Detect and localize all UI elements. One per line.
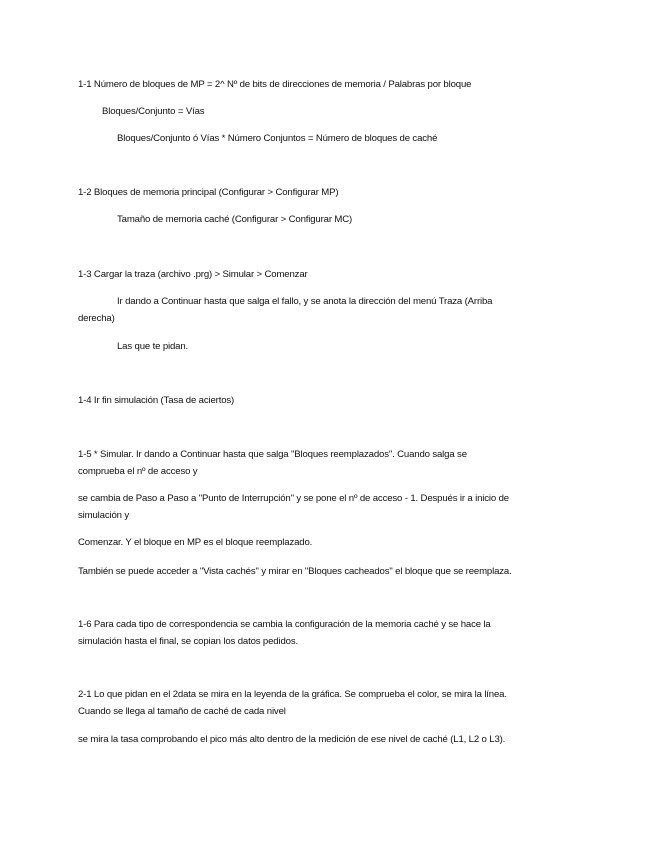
paragraph-las-que-pidan: Las que te pidan. [117,341,189,352]
paragraph-1-1: 1-1 Número de bloques de MP = 2^ Nº de bits de direcciones de memoria / Palabras por bloque [78,79,472,90]
paragraph-continuar-fallo: Ir dando a Continuar hasta que salga el fallo, y se anota la dirección del menú Traza (Arriba [117,296,493,307]
paragraph-tamano-cache: Tamaño de memoria caché (Configurar > Configurar MC) [117,214,353,225]
paragraph-1-2: 1-2 Bloques de memoria principal (Configurar > Configurar MP) [78,187,339,198]
paragraph-1-6-cont: simulación hasta el final, se copian los datos pedidos. [78,636,299,647]
paragraph-bloques-conjunto: Bloques/Conjunto = Vías [102,106,205,117]
paragraph-2-1: 2-1 Lo que pidan en el 2data se mira en la leyenda de la gráfica. Se comprueba el color, se mira la línea. [78,689,507,700]
paragraph-1-6: 1-6 Para cada tipo de correspondencia se cambia la configuración de la memoria caché y se hace la [78,619,491,630]
paragraph-vias-conjuntos: Bloques/Conjunto ó Vías * Número Conjuntos = Número de bloques de caché [117,133,438,144]
paragraph-1-5: 1-5 * Simular. Ir dando a Continuar hasta que salga "Bloques reemplazados". Cuando salga se [78,449,467,460]
paragraph-continuar-fallo-cont: derecha) [78,313,115,324]
paragraph-1-4: 1-4 Ir fin simulación (Tasa de aciertos) [78,395,235,406]
paragraph-1-5-cont: comprueba el nº de acceso y [78,466,198,477]
paragraph-2-1-cont: Cuando se llega al tamaño de caché de cada nivel [78,706,286,717]
paragraph-punto-interrupcion-cont: simulación y [78,510,129,521]
paragraph-tasa-pico: se mira la tasa comprobando el pico más alto dentro de la medición de ese nivel de caché (L1, L2 o L3). [78,734,506,745]
paragraph-vista-caches: También se puede acceder a "Vista cachés" y mirar en "Bloques cacheados" el bloque que se reemplaza. [78,566,512,577]
paragraph-punto-interrupcion: se cambia de Paso a Paso a "Punto de Interrupción" y se pone el nº de acceso - 1. Después ir a inicio de [78,493,509,504]
paragraph-comenzar: Comenzar. Y el bloque en MP es el bloque reemplazado. [78,537,313,548]
paragraph-1-3: 1-3 Cargar la traza (archivo .prg) > Simular > Comenzar [78,269,308,280]
